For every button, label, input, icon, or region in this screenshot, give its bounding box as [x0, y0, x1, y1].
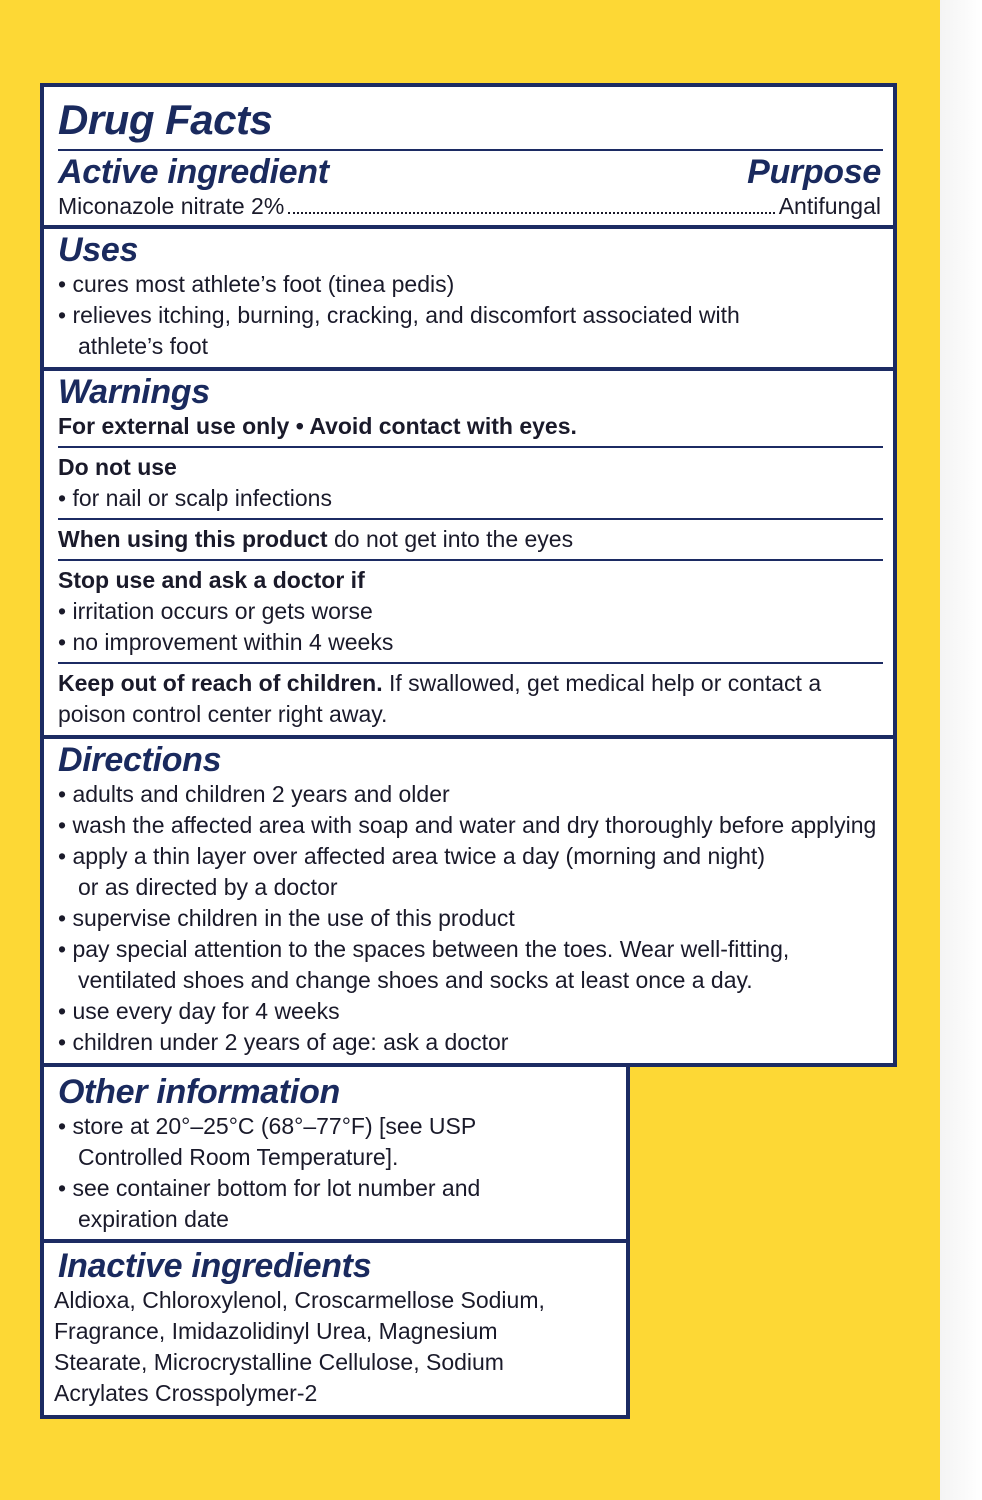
- do-not-use-heading: Do not use: [58, 454, 177, 480]
- when-using-heading: When using this product: [58, 526, 328, 552]
- list-item: • supervise children in the use of this product: [58, 905, 515, 931]
- when-using-text: do not get into the eyes: [327, 526, 574, 552]
- stop-use-heading: Stop use and ask a doctor if: [58, 567, 365, 593]
- other-information-heading: Other information: [58, 1073, 341, 1111]
- active-ingredient-purpose: Antifungal: [778, 193, 881, 219]
- list-item: • store at 20°–25°C (68°–77°F) [see USP Controlled Room Temperature].: [58, 1113, 476, 1170]
- other-information-panel: [40, 1063, 630, 1243]
- list-item: • relieves itching, burning, cracking, and discomfort associated with athlete’s foot: [58, 302, 740, 359]
- list-item: • no improvement within 4 weeks: [58, 629, 394, 655]
- drug-facts-title: Drug Facts: [58, 96, 273, 143]
- drug-facts-panel: [40, 83, 897, 1067]
- dot-leader: [288, 212, 774, 214]
- keep-out-text: If swallowed, get medical help or contact a poison control center right away.: [58, 670, 822, 727]
- do-not-use-section: [44, 448, 893, 514]
- list-item: • adults and children 2 years and older: [58, 781, 450, 807]
- list-item: • pay special attention to the spaces between the toes. Wear well-fitting, ventilated shoes and change shoes and socks at least once a day.: [58, 936, 790, 993]
- stop-use-section: [44, 561, 893, 658]
- warnings-section: [44, 373, 893, 442]
- inactive-ingredients-list: Aldioxa, Chloroxylenol, Croscarmellose Sodium, Fragrance, Imidazolidinyl Urea, Magnesium Stearate, Microcrystalline Cellulose, Sodium Acrylates Crosspolymer-2: [54, 1287, 545, 1406]
- inactive-ingredients-panel: [40, 1239, 630, 1419]
- list-item: • use every day for 4 weeks: [58, 998, 340, 1024]
- purpose-heading: Purpose: [747, 153, 881, 191]
- list-item: • children under 2 years of age: ask a doctor: [58, 1029, 509, 1055]
- list-item: • wash the affected area with soap and water and dry thoroughly before applying: [58, 812, 877, 838]
- active-ingredient-name: Miconazole nitrate 2%: [58, 193, 285, 219]
- directions-section: [44, 741, 893, 1058]
- list-item: • apply a thin layer over affected area twice a day (morning and night) or as directed by a doctor: [58, 843, 765, 900]
- keep-out-heading: Keep out of reach of children.: [58, 670, 383, 696]
- list-item: • see container bottom for lot number and expiration date: [58, 1175, 481, 1232]
- list-item: • cures most athlete’s foot (tinea pedis): [58, 271, 455, 297]
- warnings-heading: Warnings: [58, 373, 210, 411]
- keep-out-section: [44, 664, 893, 730]
- when-using-section: [44, 520, 893, 555]
- inactive-ingredients-heading: Inactive ingredients: [58, 1247, 372, 1285]
- external-use-warning: For external use only • Avoid contact with eyes.: [58, 413, 577, 439]
- list-item: • irritation occurs or gets worse: [58, 598, 373, 624]
- active-ingredient-heading: Active ingredient: [58, 153, 329, 191]
- list-item: • for nail or scalp infections: [58, 485, 332, 511]
- uses-section: [44, 231, 893, 362]
- directions-heading: Directions: [58, 741, 222, 779]
- active-ingredient-section: [44, 153, 893, 221]
- uses-heading: Uses: [58, 231, 139, 269]
- background-edge: [940, 0, 982, 1500]
